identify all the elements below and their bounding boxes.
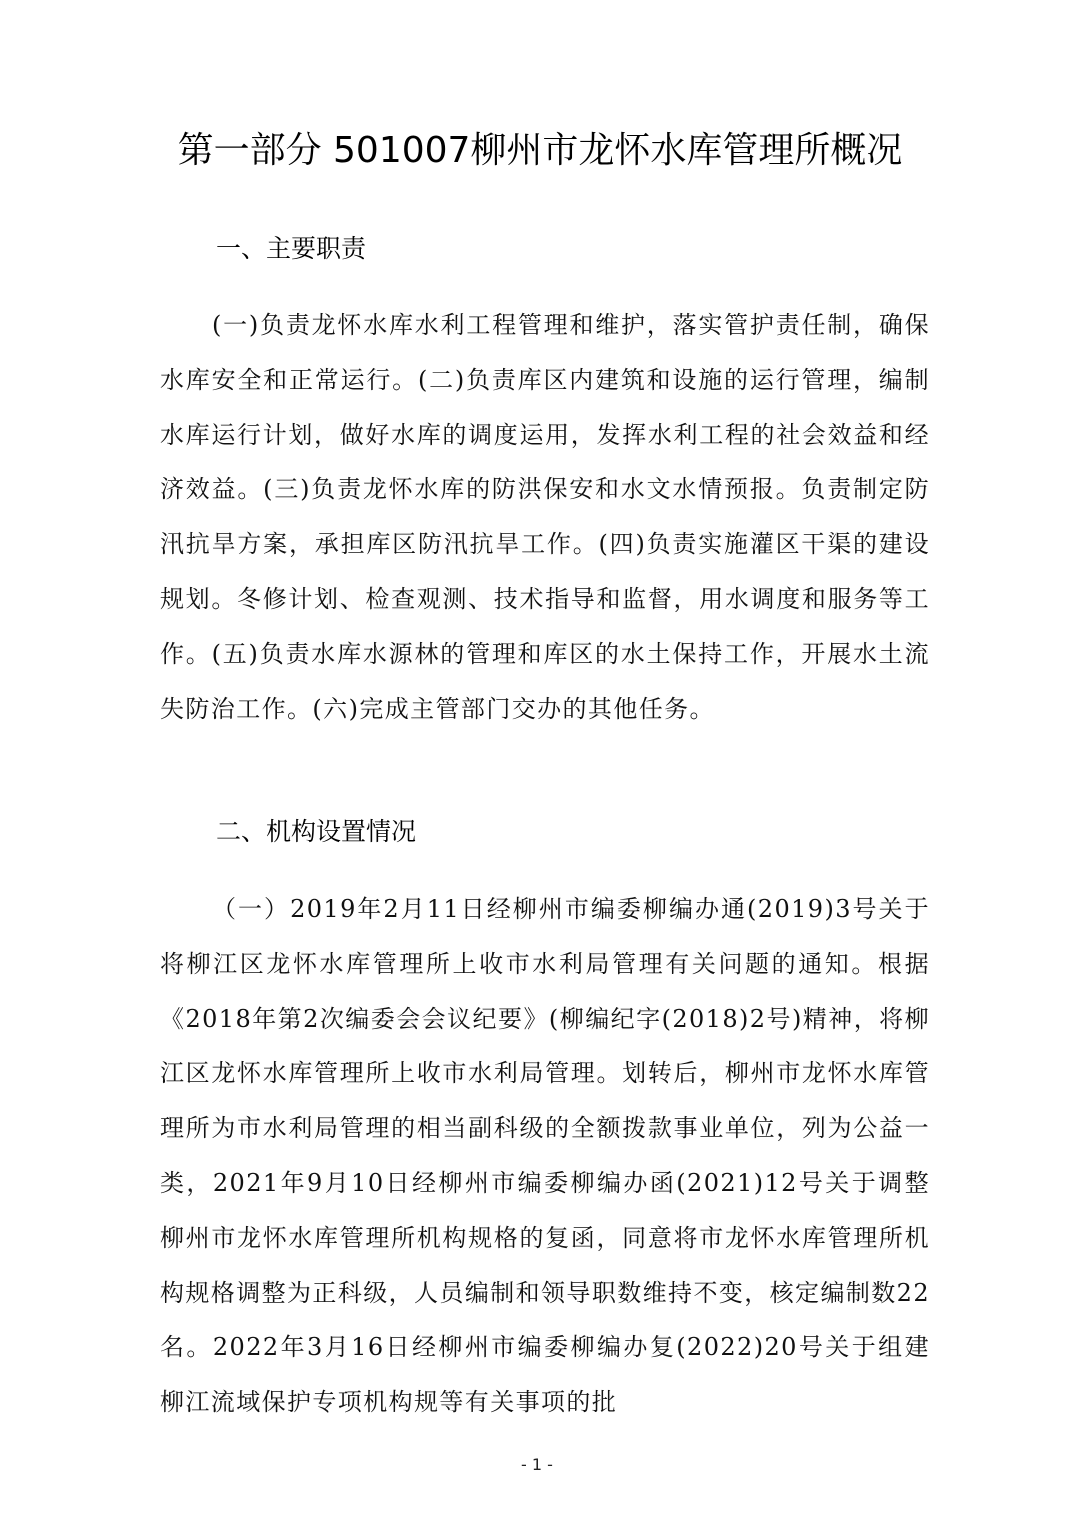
page-title: 第一部分 501007柳州市龙怀水库管理所概况: [177, 130, 903, 172]
section-paragraph-main-duties: (一)负责龙怀水库水利工程管理和维护，落实管护责任制，确保水库安全和正常运行。(二)负责库区内建筑和设施的运行管理，编制水库运行计划，做好水库的调度运用，发挥水利工程的社会效益和经济效益。(三)负责龙怀水库的防洪保安和水文水情预报。负责制定防汛抗旱方案，承担库区防汛抗旱工作。(四)负责实施灌区干渠的建设规划。冬修计划、检查观测、技术指导和监督，用水调度和服务等工作。(五)负责水库水源林的管理和库区的水土保持工作，开展水土流失防治工作。(六)完成主管部门交办的其他任务。: [160, 311, 930, 723]
section-paragraph-organization: （一）2019年2月11日经柳州市编委柳编办通(2019)3号关于将柳江区龙怀水库管理所上收市水利局管理有关问题的通知。根据《2018年第2次编委会会议纪要》(柳编纪字(2018)2号)精神，将柳江区龙怀水库管理所上收市水利局管理。划转后，柳州市龙怀水库管理所为市水利局管理的相当副科级的全额拨款事业单位，列为公益一类，2021年9月10日经柳州市编委柳编办函(2021)12号关于调整柳州市龙怀水库管理所机构规格的复函，同意将市龙怀水库管理所机构规格调整为正科级，人员编制和领导职数维持不变，核定编制数22名。2022年3月16日经柳州市编委柳编办复(2022)20号关于组建柳江流域保护专项机构规等有关事项的批: [160, 895, 930, 1417]
section-heading-organization: 二、机构设置情况: [216, 817, 417, 846]
page-number: - 1 -: [521, 1455, 553, 1474]
section-heading-main-duties: 一、主要职责: [216, 234, 367, 263]
